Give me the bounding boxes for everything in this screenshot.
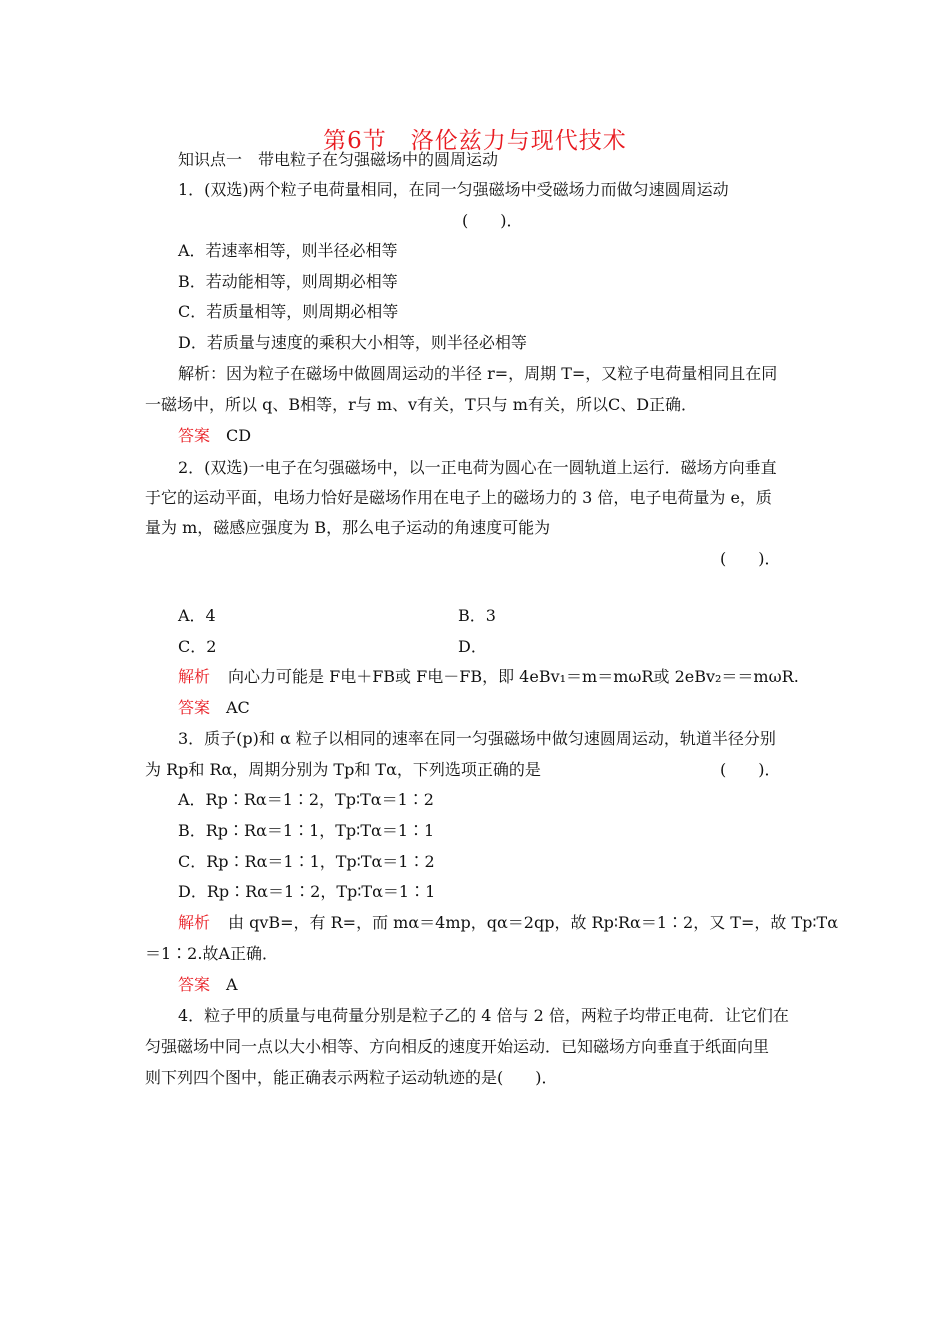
- q1-analysis-line2: 一磁场中，所以 q、B相等，r与 m、v有关，T只与 m有关，所以C、D正确．: [145, 395, 698, 414]
- q4-stem-line1: 4．粒子甲的质量与电荷量分别是粒子乙的 4 倍与 2 倍，两粒子均带正电荷．让它们在: [178, 1006, 789, 1025]
- q3-stem-line2: 为 Rp和 Rα，周期分别为 Tp和 Tα，下列选项正确的是: [145, 760, 541, 779]
- q2-answer-label: 答案: [178, 698, 211, 717]
- q1-analysis-line1: 解析：因为粒子在磁场中做圆周运动的半径 r=，周期 T=，又粒子电荷量相同且在同: [178, 364, 778, 383]
- section-heading: 知识点一 带电粒子在匀强磁场中的圆周运动: [178, 150, 499, 169]
- page-title: 第6节 洛伦兹力与现代技术: [323, 128, 627, 154]
- q2-option-c: C．2: [178, 637, 217, 656]
- q4-stem-line3: 则下列四个图中，能正确表示两粒子运动轨迹的是( )．: [145, 1068, 558, 1087]
- q2-answer: AC: [226, 698, 250, 717]
- q1-stem: 1．(双选)两个粒子电荷量相同，在同一匀强磁场中受磁场力而做匀速圆周运动: [178, 180, 729, 199]
- q2-analysis: 向心力可能是 F电＋FB或 F电－FB，即 4eBv₁＝m＝mωR或 2eBv₂＝＝mωR.: [228, 667, 799, 686]
- q1-option-a: A．若速率相等，则半径必相等: [178, 241, 398, 260]
- q1-paren: ( )．: [462, 211, 523, 230]
- q1-answer-label: 答案: [178, 426, 211, 445]
- q1-option-d: D．若质量与速度的乘积大小相等，则半径必相等: [178, 333, 527, 352]
- q1-option-b: B．若动能相等，则周期必相等: [178, 272, 398, 291]
- q3-answer: A: [226, 975, 238, 994]
- q2-stem-line1: 2．(双选)一电子在匀强磁场中，以一正电荷为圆心在一圆轨道上运行．磁场方向垂直: [178, 458, 777, 477]
- q1-answer: CD: [226, 426, 252, 445]
- q3-answer-label: 答案: [178, 975, 211, 994]
- q2-option-b: B．3: [458, 606, 496, 625]
- q2-analysis-label: 解析: [178, 667, 211, 686]
- q3-option-b: B．Rp∶Rα＝1∶1，Tp∶Tα＝1∶1: [178, 821, 435, 840]
- q3-stem-line1: 3．质子(p)和 α 粒子以相同的速率在同一匀强磁场中做匀速圆周运动，轨道半径分别: [178, 729, 776, 748]
- q3-analysis-label: 解析: [178, 913, 211, 932]
- q2-stem-line3: 量为 m，磁感应强度为 B，那么电子运动的角速度可能为: [145, 518, 551, 537]
- q3-analysis-line1: 由 qvB=，有 R=，而 mα＝4mp，qα＝2qp，故 Rp∶Rα＝1∶2，又 T=，故 Tp∶Tα: [228, 913, 838, 932]
- q2-option-a: A．4: [178, 606, 216, 625]
- q1-option-c: C．若质量相等，则周期必相等: [178, 302, 399, 321]
- q3-analysis-line2: ＝1∶2.故A正确．: [145, 944, 279, 963]
- q2-paren: ( )．: [720, 549, 781, 568]
- q2-stem-line2: 于它的运动平面，电场力恰好是磁场作用在电子上的磁场力的 3 倍，电子电荷量为 e，质: [145, 488, 772, 507]
- q3-option-a: A．Rp∶Rα＝1∶2，Tp∶Tα＝1∶2: [178, 790, 434, 809]
- q3-option-d: D．Rp∶Rα＝1∶2，Tp∶Tα＝1∶1: [178, 882, 436, 901]
- q3-paren: ( )．: [720, 760, 781, 779]
- q2-option-d: D．: [458, 637, 487, 656]
- q3-option-c: C．Rp∶Rα＝1∶1，Tp∶Tα＝1∶2: [178, 852, 435, 871]
- q4-stem-line2: 匀强磁场中同一点以大小相等、方向相反的速度开始运动．已知磁场方向垂直于纸面向里: [145, 1037, 770, 1056]
